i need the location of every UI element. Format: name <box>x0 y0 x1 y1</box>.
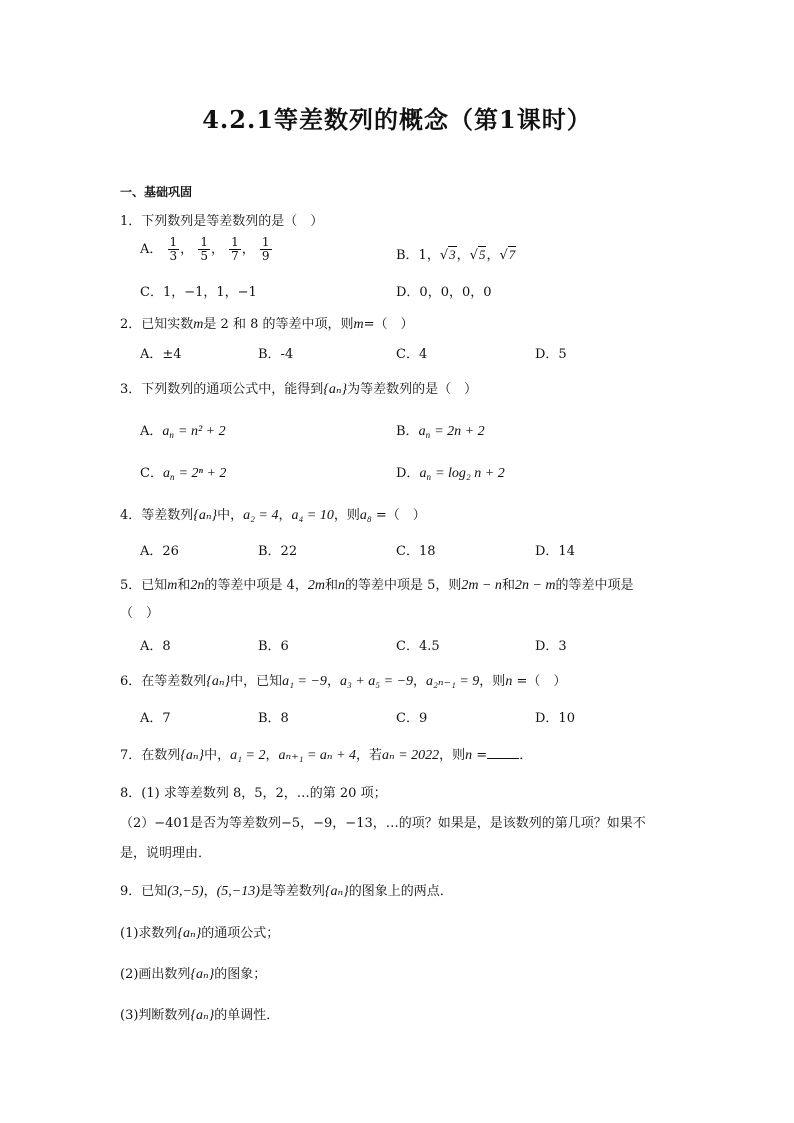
q3-option-a: A．$a_n = n^2 + 2$ <box>140 424 226 440</box>
q6-stem: 6．在等差数列{aₙ}中，已知a₁ = −9，a₃ + a₅ = −9，a₂ₙ₋₁ = 9，则n =（ ） <box>120 674 567 689</box>
page-title: 4.2.1等差数列的概念（第1课时） <box>202 105 592 134</box>
q1-option-c: C．1，−1，1，−1 <box>140 285 257 300</box>
q7-stem: 7．在数列{aₙ}中，a₁ = 2，aₙ₊₁ = aₙ + 4，若aₙ = 2022，则n = ． <box>120 748 533 763</box>
q4-option-a: A．26 <box>140 544 179 559</box>
q4-option-d: D．14 <box>535 544 575 559</box>
sqrt: √5 <box>469 247 486 263</box>
fraction: $\frac{1}{5}$ <box>200 235 208 263</box>
q9-stem: 9．已知(3,−5)，(5,−13)是等差数列{aₙ}的图象上的两点． <box>120 884 453 899</box>
q4-option-c: C．18 <box>396 544 436 559</box>
q6-option-c: C．9 <box>396 711 428 726</box>
q6-option-a: A．7 <box>140 711 171 726</box>
q3-option-d: D．$a_n = \log_2$ n + 2 <box>396 466 505 482</box>
q5-option-d: D．3 <box>535 639 567 654</box>
sqrt: √3 <box>439 247 456 263</box>
q5-option-a: A．8 <box>140 639 171 654</box>
fraction: $\frac{1}{7}$ <box>231 235 239 263</box>
q2-stem: 2．已知实数m是 2 和 8 的等差中项，则m=（ ） <box>120 317 414 332</box>
q3-option-b: B．$a_n = 2n + 2$ <box>396 424 485 440</box>
q3-option-c: C．$a_n = 2^n + 2$ <box>140 466 227 482</box>
q1-option-b: B．1，√3，√5，√7 <box>396 247 516 263</box>
q4-option-b: B．22 <box>258 544 298 559</box>
q3-stem: 3．下列数列的通项公式中，能得到{aₙ}为等差数列的是（ ） <box>120 382 478 397</box>
q4-stem: 4．等差数列{aₙ}中，a₂ = 4，a₄ = 10，则a₈ =（ ） <box>120 508 426 523</box>
section-heading: 一、基础巩固 <box>120 185 193 199</box>
q1-option-d: D．0，0，0，0 <box>396 285 492 300</box>
q8-part2: （2）−401是否为等差数列−5，−9，−13，…的项？如果是，是该数列的第几项？如果不 <box>120 816 646 831</box>
q9-sub1: (1)求数列{aₙ}的通项公式； <box>120 926 280 941</box>
q2-option-c: C．4 <box>396 347 428 362</box>
q5-option-b: B．6 <box>258 639 289 654</box>
fraction: $\frac{1}{3}$ <box>169 235 178 263</box>
q8-part2-cont: 是，说明理由． <box>120 846 212 861</box>
sqrt: √7 <box>499 247 516 263</box>
fraction: $\frac{1}{9}$ <box>261 235 270 263</box>
q1-stem: 1．下列数列是等差数列的是（ ） <box>120 214 324 229</box>
q9-sub2: (2)画出数列{aₙ}的图象； <box>120 967 267 982</box>
q9-sub3: (3)判断数列{aₙ}的单调性． <box>120 1008 280 1023</box>
q2-option-b: B．-4 <box>258 347 294 362</box>
q1-option-a: A． $\frac{1}{3}$ ， $\frac{1}{5}$ ， $\frac{1}{7}$ ， $\frac{1}{9}$ <box>140 235 270 263</box>
q5-option-c: C．4.5 <box>396 639 440 654</box>
answer-blank[interactable] <box>487 746 519 759</box>
q8-part1: 8．(1) 求等差数列 8，5，2，…的第 20 项； <box>120 786 387 801</box>
q6-option-d: D．10 <box>535 711 575 726</box>
q6-option-b: B．8 <box>258 711 289 726</box>
q2-option-d: D．5 <box>535 347 567 362</box>
q2-option-a: A．±4 <box>140 347 182 362</box>
q5-stem: 5．已知m和2n的等差中项是 4，2m和n的等差中项是 5，则2m − n和2n − m的等差中项是 <box>120 578 634 593</box>
q5-stem-cont: （ ） <box>120 606 160 621</box>
